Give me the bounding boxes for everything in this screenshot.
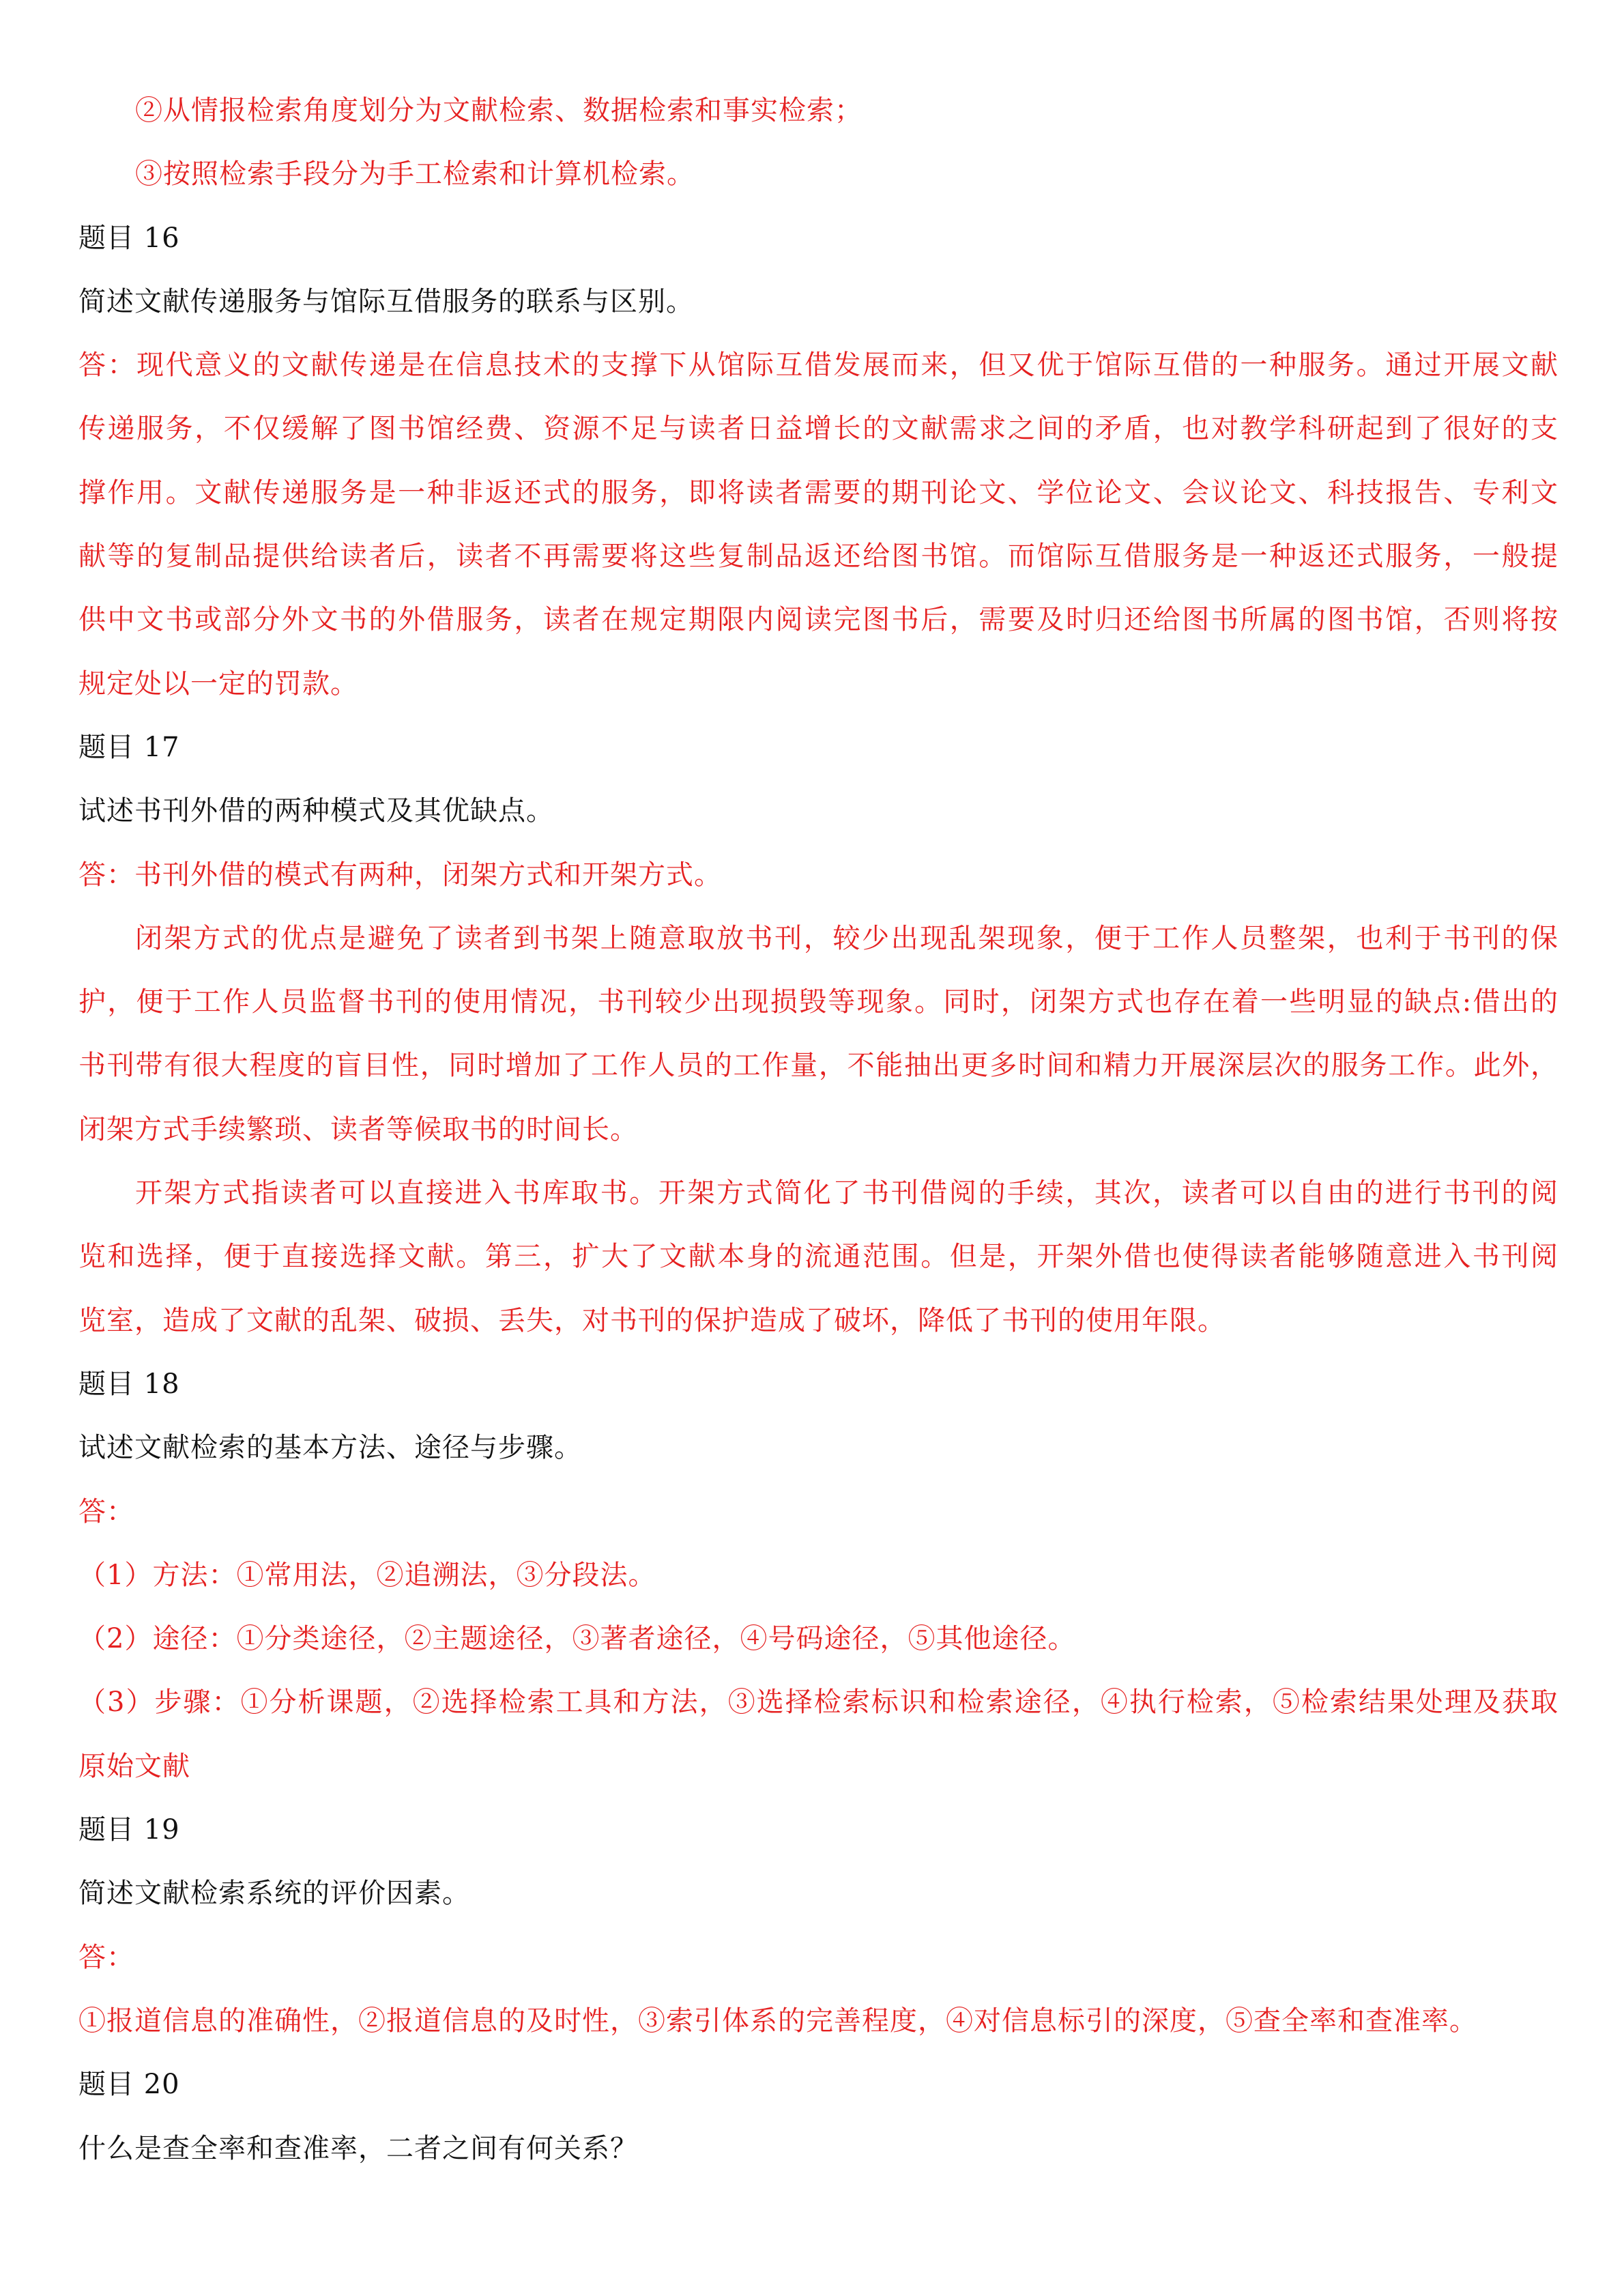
retrieval-type-item-3: ③按照检索手段分为手工检索和计算机检索。 — [135, 158, 695, 190]
answer-17-line: 开架方式指读者可以直接进入书库取书。开架方式简化了书刊借阅的手续，其次，读者可以自由的进行书刊的阅 — [135, 1177, 1558, 1209]
answer-16-line: 传递服务，不仅缓解了图书馆经费、资源不足与读者日益增长的文献需求之间的矛盾，也对教学科研起到了很好的支 — [78, 413, 1558, 445]
answer-17-line: 护，便于工作人员监督书刊的使用情况，书刊较少出现损毁等现象。同时，闭架方式也存在着一些明显的缺点:借出的 — [78, 986, 1558, 1018]
question-18-text: 试述文献检索的基本方法、途径与步骤。 — [78, 1432, 582, 1464]
answer-18-line: 原始文献 — [78, 1750, 190, 1782]
answer-18-line: （1）方法：①常用法，②追溯法，③分段法。 — [78, 1559, 656, 1591]
question-20-heading: 题目 20 — [78, 2069, 180, 2101]
question-16-heading: 题目 16 — [78, 222, 180, 254]
question-19-text: 简述文献检索系统的评价因素。 — [78, 1878, 470, 1910]
question-17-text: 试述书刊外借的两种模式及其优缺点。 — [78, 795, 554, 827]
answer-17-line: 闭架方式手续繁琐、读者等候取书的时间长。 — [78, 1113, 638, 1145]
answer-17-line: 览室，造成了文献的乱架、破损、丢失，对书刊的保护造成了破坏，降低了书刊的使用年限。 — [78, 1304, 1226, 1336]
answer-18-label: 答： — [78, 1495, 134, 1527]
question-17-heading: 题目 17 — [78, 731, 180, 763]
answer-18-line: （3）步骤：①分析课题，②选择检索工具和方法，③选择检索标识和检索途径，④执行检索，⑤检索结果处理及获取 — [78, 1687, 1558, 1719]
answer-19-label: 答： — [78, 1941, 134, 1973]
answer-17-line: 览和选择，便于直接选择文献。第三，扩大了文献本身的流通范围。但是，开架外借也使得读者能够随意进入书刊阅 — [78, 1241, 1558, 1273]
answer-17-line: 闭架方式的优点是避免了读者到书架上随意取放书刊，较少出现乱架现象，便于工作人员整架，也利于书刊的保 — [135, 922, 1558, 954]
answer-19-line: ①报道信息的准确性，②报道信息的及时性，③索引体系的完善程度，④对信息标引的深度，⑤查全率和查准率。 — [78, 2005, 1477, 2037]
answer-16-line: 供中文书或部分外文书的外借服务，读者在规定期限内阅读完图书后，需要及时归还给图书所属的图书馆，否则将按 — [78, 604, 1558, 636]
answer-17-line: 书刊带有很大程度的盲目性，同时增加了工作人员的工作量，不能抽出更多时间和精力开展深层次的服务工作。此外， — [78, 1050, 1558, 1082]
question-18-heading: 题目 18 — [78, 1368, 180, 1400]
question-19-heading: 题目 19 — [78, 1814, 180, 1846]
answer-16-line: 规定处以一定的罚款。 — [78, 668, 358, 700]
answer-17-line: 答：书刊外借的模式有两种，闭架方式和开架方式。 — [78, 859, 722, 891]
answer-18-line: （2）途径：①分类途径，②主题途径，③著者途径，④号码途径，⑤其他途径。 — [78, 1623, 1076, 1655]
answer-16-line: 撑作用。文献传递服务是一种非返还式的服务，即将读者需要的期刊论文、学位论文、会议论文、科技报告、专利文 — [78, 476, 1558, 508]
answer-16-line: 答：现代意义的文献传递是在信息技术的支撑下从馆际互借发展而来，但又优于馆际互借的一种服务。通过开展文献 — [78, 349, 1558, 382]
question-16-text: 简述文献传递服务与馆际互借服务的联系与区别。 — [78, 285, 694, 317]
retrieval-type-item-2: ②从情报检索角度划分为文献检索、数据检索和事实检索； — [135, 95, 862, 126]
question-20-text: 什么是查全率和查准率，二者之间有何关系？ — [78, 2132, 638, 2164]
answer-16-line: 献等的复制品提供给读者后，读者不再需要将这些复制品返还给图书馆。而馆际互借服务是一种返还式服务，一般提 — [78, 541, 1558, 573]
